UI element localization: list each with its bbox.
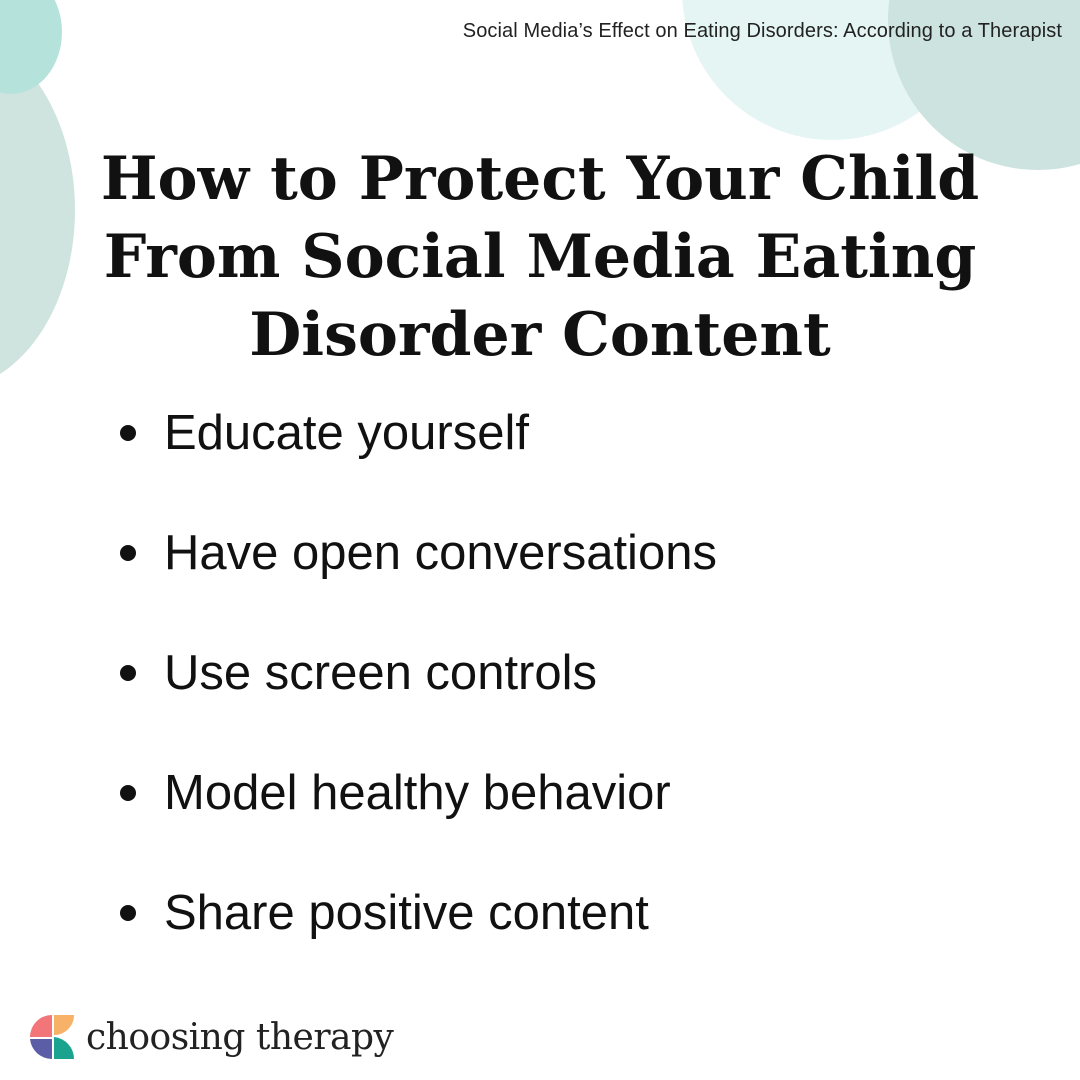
article-subtitle: Social Media’s Effect on Eating Disorders: According to a Therapist — [462, 20, 1062, 42]
bullet-icon — [120, 425, 136, 441]
tip-text: Model healthy behavior — [164, 766, 671, 820]
logo-petal-teal — [54, 1037, 74, 1059]
logo-petal-purple — [30, 1039, 52, 1059]
decorative-circle-left-small — [0, 0, 62, 94]
logo-petal-pink — [30, 1015, 52, 1037]
tip-text: Share positive content — [164, 886, 649, 940]
bullet-icon — [120, 665, 136, 681]
logo-petal-orange — [54, 1015, 74, 1035]
list-item — [118, 398, 717, 518]
list-item — [118, 758, 717, 878]
choosing-therapy-logo-icon — [28, 1013, 76, 1061]
brand-name: choosing therapy — [86, 1016, 394, 1058]
list-item — [118, 638, 717, 758]
title-line: From Social Media Eating — [103, 222, 977, 292]
bullet-icon — [120, 905, 136, 921]
title-line: Disorder Content — [249, 300, 831, 370]
title-line: How to Protect Your Child — [100, 144, 980, 214]
list-item — [118, 878, 717, 998]
bullet-icon — [120, 545, 136, 561]
list-item — [118, 518, 717, 638]
page-title — [90, 140, 990, 374]
tips-list — [118, 398, 717, 998]
tip-text: Have open conversations — [164, 526, 717, 580]
tip-text: Educate yourself — [164, 406, 529, 460]
bullet-icon — [120, 785, 136, 801]
tip-text: Use screen controls — [164, 646, 598, 700]
brand-logo — [28, 1012, 393, 1062]
